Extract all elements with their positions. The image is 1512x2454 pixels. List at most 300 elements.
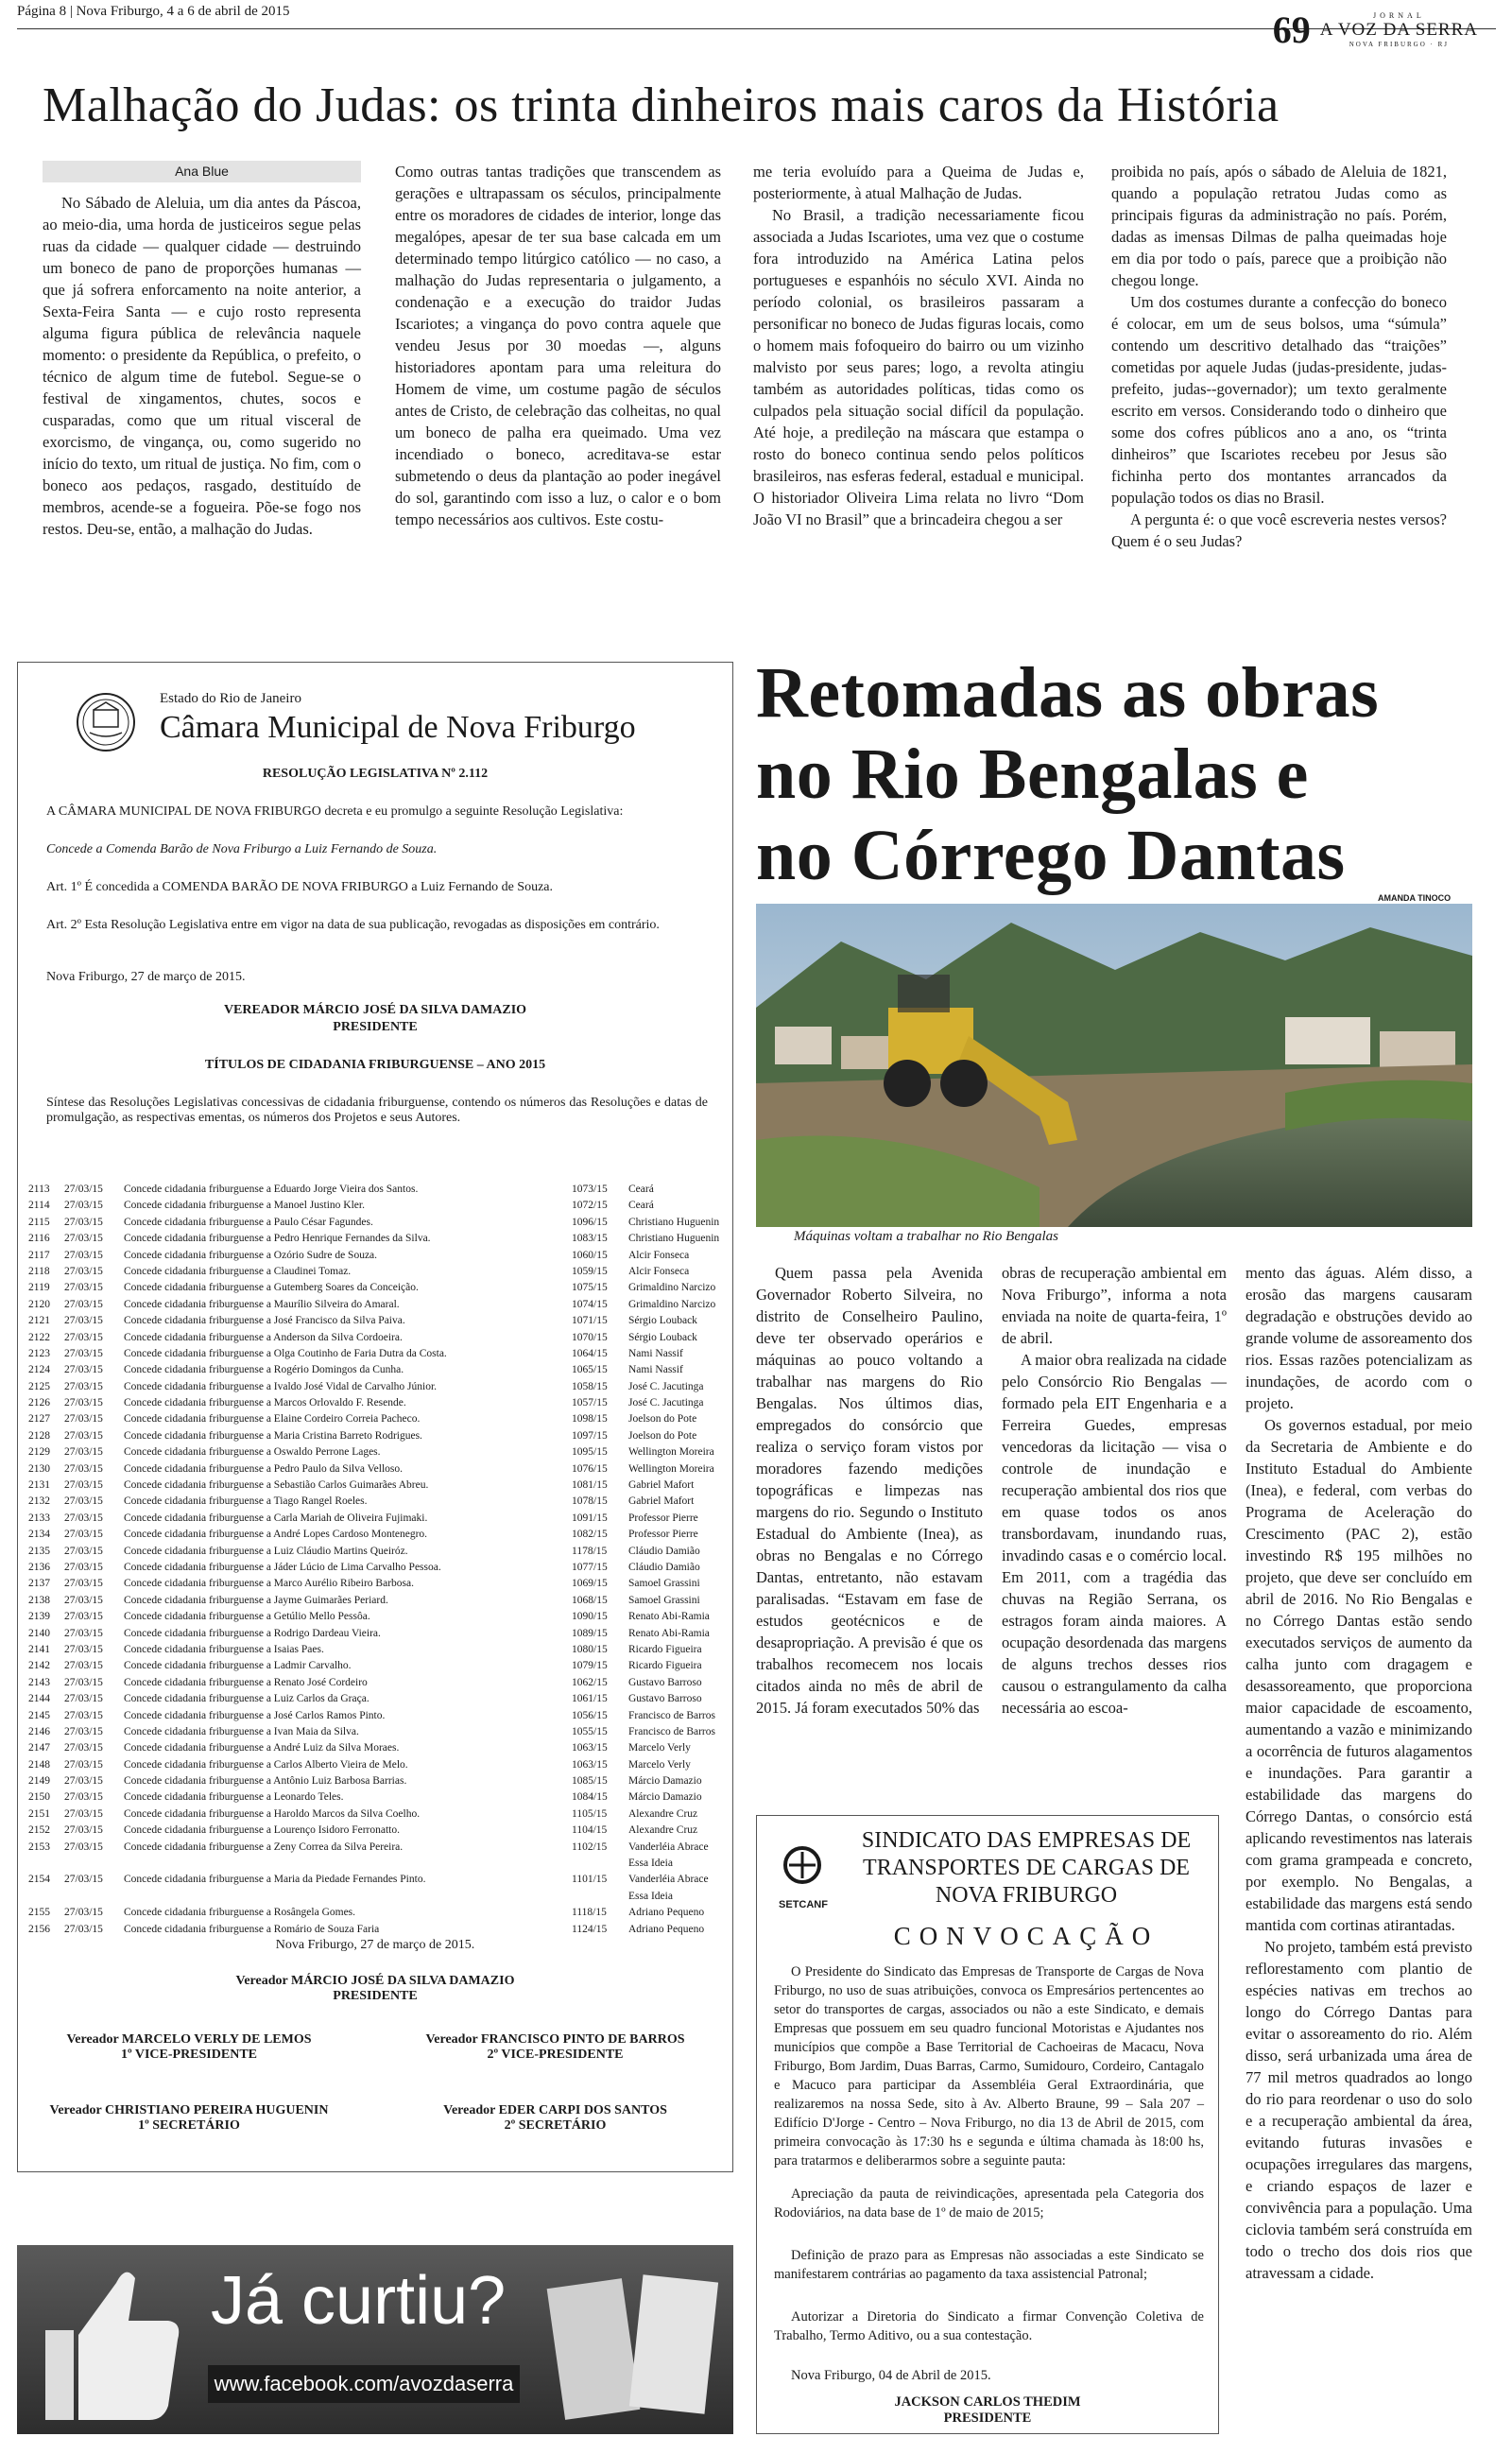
camara-concede: Concede a Comenda Barão de Nova Friburgo a Luiz Fernando de Souza. [46,842,438,856]
table-row [28,1233,720,1249]
sig-presidente: Vereador MÁRCIO JOSÉ DA SILVA DAMAZIO PRESIDENTE [235,1974,515,2003]
table-row [28,1709,715,1726]
row-projeto: 1079/15 [572,1660,608,1672]
row-number: 2156 [28,1923,50,1935]
row-number: 2120 [28,1298,50,1310]
row-projeto: 1085/15 [572,1775,608,1788]
row-projeto: 1091/15 [572,1512,608,1524]
row-number: 2146 [28,1725,50,1737]
page-info: Página 8 | Nova Friburgo, 4 a 6 de abril de 2015 [17,4,290,19]
row-number: 2113 [28,1184,50,1195]
row-ementa: Concede cidadania friburguense a Tiago Rangel Roeles. [124,1495,368,1508]
table-row [28,1808,699,1824]
row-ementa: Concede cidadania friburguense a Carlos Alberto Vieira de Melo. [124,1758,408,1771]
row-autor: Ceará [628,1200,654,1212]
row-number: 2151 [28,1807,50,1820]
row-date: 27/03/15 [64,1331,103,1343]
row-ementa: Concede cidadania friburguense a Oswaldo Perrone Lages. [124,1446,381,1459]
row-number: 2138 [28,1594,50,1606]
row-date: 27/03/15 [64,1611,103,1623]
row-autor: Nami Nassif [628,1364,683,1376]
row-date: 27/03/15 [64,1315,103,1327]
camara-decreta: A CÂMARA MUNICIPAL DE NOVA FRIBURGO decreta e eu promulgo a seguinte Resolução Legislativa: [46,804,624,819]
row-projeto: 1075/15 [572,1282,608,1294]
row-projeto: 1059/15 [572,1265,608,1277]
row-autor: Marcelo Verly [628,1742,691,1754]
table-row [28,1298,716,1315]
row-autor: Cláudio Damião [628,1545,700,1557]
row-number: 2127 [28,1413,50,1426]
table-row [28,1725,715,1742]
row-autor: Nami Nassif [628,1347,683,1359]
table-row [28,1791,702,1807]
row-projeto: 1055/15 [572,1725,608,1737]
sindicato-item3: Autorizar a Diretoria do Sindicato a firmar Convenção Coletiva de Trabalho, Termo Aditivo, ou a sua contestação. [774,2309,1204,2343]
row-date: 27/03/15 [64,1578,103,1590]
sig-vp1: Vereador MARCELO VERLY DE LEMOS 1º VICE-PRESIDENTE [66,2032,312,2062]
row-ementa: Concede cidadania friburguense a Luiz Carlos da Graça. [124,1693,369,1705]
table-row [28,1250,699,1266]
row-autor: Alexandre Cruz [628,1807,698,1820]
row-date: 27/03/15 [64,1380,103,1392]
row-projeto: 1063/15 [572,1758,608,1771]
table-row [28,1282,716,1298]
row-date: 27/03/15 [64,1446,103,1459]
table-row [28,1840,709,1858]
row-number: 2140 [28,1627,50,1639]
table-row [28,1332,699,1348]
row-number: 2143 [28,1676,50,1688]
row-autor: Alcir Fonseca [628,1265,690,1277]
row-ementa: Concede cidadania friburguense a André Lopes Cardoso Montenegro. [124,1529,428,1541]
row-projeto: 1118/15 [572,1907,607,1919]
row-number: 2141 [28,1643,50,1655]
row-date: 27/03/15 [64,1545,103,1557]
row-ementa: Concede cidadania friburguense a Leonardo Teles. [124,1791,344,1804]
article2-col3 [1246,1262,1472,2284]
row-date: 27/03/15 [64,1462,103,1475]
row-ementa: Concede cidadania friburguense a Maria da Piedade Fernandes Pinto. [124,1874,426,1886]
row-number: 2126 [28,1397,50,1409]
table-row [28,1364,699,1380]
row-number: 2131 [28,1479,50,1492]
row-number: 2152 [28,1824,50,1837]
table-row [28,1512,699,1529]
row-date: 27/03/15 [64,1594,103,1606]
row-ementa: Concede cidadania friburguense a Renato José Cordeiro [124,1676,368,1688]
row-number: 2121 [28,1315,50,1327]
row-autor: Professor Pierre [628,1529,698,1541]
row-projeto: 1070/15 [572,1331,608,1343]
row-ementa: Concede cidadania friburguense a Maria Cristina Barreto Rodrigues. [124,1429,422,1442]
row-number: 2129 [28,1446,50,1459]
row-autor: Adriano Pequeno [628,1923,705,1935]
row-ementa: Concede cidadania friburguense a Eduardo Jorge Vieira dos Santos. [124,1184,419,1195]
table-row [28,1562,699,1578]
row-number: 2155 [28,1907,50,1919]
row-projeto: 1095/15 [572,1446,608,1459]
sindicato-body: O Presidente do Sindicato das Empresas de Transporte de Cargas de Nova Friburgo, no uso de suas atribuições, convoca os Empresários pertencentes ao setor do transportes de cargas, associados ou não a este Sindicato, e demais Empresas que possuem em seu quadro funcional Motoristas e Ajudantes nos municípios que compõe a Base Territorial de Cachoeiras de Macacu, Nova Friburgo, Bom Jardim, Duas Barras, Carmo, Sumidouro, Cordeiro, Cantagalo e Macuco para participar da Assembléia Geral Extraordinária, que realizaremos na nossa Sede, sito à Av. Alberto Braune, 99 – Sala 207 – Edifício D'Jorge - Centro – Nova Friburgo, no dia 13 de Abril de 2015, com primeira convocação às 17:30 hs e segunda e última chamada às 18:00 hs, para tratarmos e deliberarmos sobre a seguinte pauta: [774,1964,1204,2169]
row-autor: Alcir Fonseca [628,1249,690,1261]
row-number: 2154 [28,1874,50,1886]
camara-resolucao: RESOLUÇÃO LEGISLATIVA Nº 2.112 [262,767,489,781]
row-number: 2132 [28,1495,50,1508]
row-autor: Joelson do Pote [628,1429,697,1442]
table-row [28,1759,699,1775]
row-ementa: Concede cidadania friburguense a Rogério Domingos da Cunha. [124,1364,404,1376]
row-number: 2123 [28,1347,50,1359]
table-row [28,1216,720,1233]
table-row [28,1693,702,1709]
camara-estado: Estado do Rio de Janeiro [160,691,301,706]
row-autor: Gustavo Barroso [628,1676,702,1688]
table-row [28,1315,699,1331]
paragraph: obras de recuperação ambiental em Nova Friburgo”, informa a nota enviada na noite de quarta-feira, 1º de abril. [1002,1264,1227,1347]
camara-date1: Nova Friburgo, 27 de março de 2015. [46,970,246,984]
row-date: 27/03/15 [64,1347,103,1359]
sindicato-notice [756,1815,1219,2434]
table-row [28,1413,699,1429]
row-number: 2149 [28,1775,50,1788]
row-date: 27/03/15 [64,1233,103,1245]
row-ementa: Concede cidadania friburguense a Ivan Maia da Silva. [124,1725,359,1737]
row-date: 27/03/15 [64,1627,103,1639]
row-date: 27/03/15 [64,1265,103,1277]
row-number: 2136 [28,1561,50,1573]
row-ementa: Concede cidadania friburguense a Olga Coutinho de Faria Dutra da Costa. [124,1347,447,1359]
row-date: 27/03/15 [64,1824,103,1837]
row-ementa: Concede cidadania friburguense a Jayme Guimarães Periard. [124,1594,388,1606]
row-projeto: 1061/15 [572,1693,608,1705]
facebook-url-link[interactable]: www.facebook.com/avozdaserra [208,2365,520,2403]
paragraph: No Brasil, a tradição necessariamente ficou associada a Judas Iscariotes, uma vez que o costume fora introduzido na América Latina pelos portugueses e espanhóis no século XVI. Ainda no período colonial, os brasileiros passaram a personificar no boneco de Judas figuras locais, como o homem mais fofoqueiro do bairro ou um vizinho malvisto por seus pares; logo, a revolta atingiu também as autoridades políticas, tidas como os culpados pela situação social difícil da população. Até hoje, a predileção na máscara que estampa o rosto do boneco continua sendo pelos políticos brasileiros, nas esferas federal, estadual e municipal. O historiador Oliveira Lima relata no livro “Dom João VI no Brasil” que a brincadeira chegou a ser [753,206,1084,528]
excavator-river-image [756,904,1472,1227]
row-ementa: Concede cidadania friburguense a Romário de Souza Faria [124,1923,380,1935]
table-row [28,1479,699,1495]
row-projeto: 1101/15 [572,1874,608,1886]
row-autor: Vanderléia Abrace [628,1874,709,1886]
row-autor: Márcio Damazio [628,1791,702,1804]
row-autor: Renato Abi-Ramia [628,1611,710,1623]
row-projeto: 1064/15 [572,1347,608,1359]
row-number: 2118 [28,1265,50,1277]
sig-vp2: Vereador FRANCISCO PINTO DE BARROS 2º VICE-PRESIDENTE [425,2032,685,2062]
row-projeto: 1178/15 [572,1545,608,1557]
paragraph: me teria evoluído para a Queima de Judas e, posteriormente, à atual Malhação de Judas. [753,163,1084,202]
newspaper-pages-icon [546,2264,726,2425]
row-ementa: Concede cidadania friburguense a Maurílio Silveira do Amaral. [124,1298,400,1310]
row-autor: Adriano Pequeno [628,1907,705,1919]
row-number: 2114 [28,1200,50,1212]
row-projeto: 1058/15 [572,1380,608,1392]
row-number: 2116 [28,1233,50,1245]
table-row [28,1742,699,1758]
table-row [28,1495,699,1512]
camara-titulos: TÍTULOS DE CIDADANIA FRIBURGUENSE – ANO 2015 [204,1058,546,1072]
row-ementa: Concede cidadania friburguense a Isaias Paes. [124,1643,324,1655]
row-autor: Essa Ideia [628,1858,673,1870]
row-ementa: Concede cidadania friburguense a Ladmir Carvalho. [124,1660,352,1672]
thumbs-up-icon [26,2255,187,2429]
row-projeto: 1074/15 [572,1298,608,1310]
row-date: 27/03/15 [64,1397,103,1409]
sindicato-item1: Apreciação da pauta de reivindicações, apresentada pela Categoria dos Rodoviários, na data base de 1º de maio de 2015; [774,2186,1204,2221]
table-row [28,1676,702,1693]
table-row [28,1874,709,1890]
table-row [28,1184,699,1200]
row-projeto: 1063/15 [572,1742,608,1754]
paragraph: proibida no país, após o sábado de Aleluia de 1821, quando a população retratou Judas como as principais figuras da administração no país. Porém, dadas as imensas Dilmas de palha queimadas hoje em dia por todo o país, parece que a proibição não chegou longe. [1111,163,1447,289]
table-row [28,1891,699,1907]
table-row [28,1858,699,1874]
row-autor: Wellington Moreira [628,1462,714,1475]
row-projeto: 1081/15 [572,1479,608,1492]
camara-vereador1: VEREADOR MÁRCIO JOSÉ DA SILVA DAMAZIO [223,1003,527,1017]
row-date: 27/03/15 [64,1676,103,1688]
facebook-slogan: Já curtiu? [211,2263,507,2339]
row-projeto: 1065/15 [572,1364,608,1376]
row-autor: Alexandre Cruz [628,1824,698,1837]
photo-caption: Máquinas voltam a trabalhar no Rio Bengalas [794,1229,1058,1244]
row-projeto: 1084/15 [572,1791,608,1804]
sindicato-date: Nova Friburgo, 04 de Abril de 2015. [791,2368,991,2383]
table-row [28,1348,699,1364]
row-ementa: Concede cidadania friburguense a Gutemberg Soares da Conceição. [124,1282,419,1294]
table-row [28,1397,704,1413]
row-autor: Sérgio Louback [628,1331,697,1343]
paragraph: No Sábado de Aleluia, um dia antes da Páscoa, ao meio-dia, uma horda de justiceiros segue pelas ruas da cidade — qualquer cidade — destruindo um boneco de pano de proporções humanas — que já sofrera enforcamento na noite anterior, a Sexta-Feira Santa — e cujo rosto representa alguma figura pública de relevância naquele momento: o presidente da República, o prefeito, o técnico de algum time de futebol. Segue-se o festival de xingamentos, chutes, socos e cusparadas, como que um ritual visceral de exorcismo, de vingança, ou, como sugerido no início do texto, um ritual de justiça. No fim, com o boneco aos pedaços, rasgado, destituído de membros, acende-se a fogueira. Põe-se fogo nos restos. Deu-se, então, a malhação do Judas. [43,194,361,538]
table-row [28,1529,699,1545]
table-row [28,1200,699,1216]
row-autor: Samoel Grassini [628,1578,700,1590]
row-date: 27/03/15 [64,1561,103,1573]
excavator-photo [756,904,1472,1227]
camara-date2: Nova Friburgo, 27 de março de 2015. [275,1938,475,1952]
row-date: 27/03/15 [64,1725,103,1737]
row-projeto: 1098/15 [572,1413,608,1426]
row-ementa: Concede cidadania friburguense a Rosângela Gomes. [124,1907,356,1919]
row-number: 2115 [28,1216,50,1228]
row-autor: Wellington Moreira [628,1446,714,1459]
paragraph: A pergunta é: o que você escreveria nestes versos? Quem é o seu Judas? [1111,510,1447,550]
row-autor: Cláudio Damião [628,1561,700,1573]
row-ementa: Concede cidadania friburguense a Rodrigo Dardeau Vieira. [124,1627,381,1639]
row-ementa: Concede cidadania friburguense a Pedro Henrique Fernandes da Silva. [124,1233,431,1245]
table-row [28,1660,702,1676]
row-date: 27/03/15 [64,1709,103,1721]
article1-col1 [43,161,361,540]
row-date: 27/03/15 [64,1693,103,1705]
row-date: 27/03/15 [64,1660,103,1672]
table-row [28,1643,702,1660]
paragraph: A maior obra realizada na cidade pelo Consórcio Rio Bengalas — formado pela EIT Engenharia e a Ferreira Guedes, empresas vencedoras da licitação — visa o controle de inundação e recuperação ambiental dos rios que em quase todos os anos transbordavam, inundando ruas, invadindo casas e o comércio local. Em 2011, com a tragédia das chuvas na Região Serrana, os estragos foram ainda maiores. A ocupação desordenada das margens de alguns trechos desses rios causou o estrangulamento da calha necessária ao escoa- [1002,1351,1227,1717]
row-ementa: Concede cidadania friburguense a Manoel Justino Kler. [124,1200,365,1212]
row-projeto: 1082/15 [572,1529,608,1541]
row-number: 2142 [28,1660,50,1672]
row-ementa: Concede cidadania friburguense a Marco Aurélio Ribeiro Barbosa. [124,1578,414,1590]
row-ementa: Concede cidadania friburguense a Antônio Luiz Barbosa Barrias. [124,1775,407,1788]
row-date: 27/03/15 [64,1807,103,1820]
row-autor: Márcio Damazio [628,1775,702,1788]
row-number: 2124 [28,1364,50,1376]
row-projeto: 1089/15 [572,1627,608,1639]
row-projeto: 1060/15 [572,1249,608,1261]
row-ementa: Concede cidadania friburguense a José Carlos Ramos Pinto. [124,1709,386,1721]
row-date: 27/03/15 [64,1413,103,1426]
row-number: 2135 [28,1545,50,1557]
row-ementa: Concede cidadania friburguense a José Francisco da Silva Paiva. [124,1315,405,1327]
article2-headline: Retomadas as obras no Rio Bengalas e no Córrego Dantas [756,653,1380,895]
article1-author: Ana Blue [43,161,361,182]
row-date: 27/03/15 [64,1923,103,1935]
row-autor: Ricardo Figueira [628,1660,702,1672]
row-autor: Professor Pierre [628,1512,698,1524]
row-ementa: Concede cidadania friburguense a Lourenço Isidoro Ferronatto. [124,1824,400,1837]
row-date: 27/03/15 [64,1282,103,1294]
table-row [28,1907,705,1923]
row-date: 27/03/15 [64,1791,103,1804]
row-ementa: Concede cidadania friburguense a Ivaldo José Vidal de Carvalho Júnior. [124,1380,438,1392]
row-ementa: Concede cidadania friburguense a Claudinei Tomaz. [124,1265,352,1277]
row-date: 27/03/15 [64,1840,103,1853]
table-row [28,1611,710,1627]
article1-col2 [395,161,721,530]
row-number: 2148 [28,1758,50,1771]
masthead-small: JORNAL [1373,11,1425,20]
row-number: 2117 [28,1249,50,1261]
row-projeto: 1056/15 [572,1709,608,1721]
row-number: 2139 [28,1611,50,1623]
row-projeto: 1124/15 [572,1923,608,1935]
row-autor: Francisco de Barros [628,1709,715,1721]
row-projeto: 1069/15 [572,1578,608,1590]
sig-secretario2: Vereador EDER CARPI DOS SANTOS 2º SECRETÁRIO [443,2103,667,2133]
row-ementa: Concede cidadania friburguense a Marcos Orlovaldo F. Resende. [124,1397,406,1409]
row-projeto: 1102/15 [572,1840,608,1853]
row-date: 27/03/15 [64,1742,103,1754]
photo-credit: AMANDA TINOCO [1378,893,1452,903]
row-projeto: 1062/15 [572,1676,608,1688]
article2-col2 [1002,1262,1227,1719]
table-row [28,1266,699,1282]
row-projeto: 1071/15 [572,1315,608,1327]
row-ementa: Concede cidadania friburguense a Jáder Lúcio de Lima Carvalho Pessoa. [124,1561,441,1573]
masthead-name: A VOZ DA SERRA [1319,20,1478,40]
row-date: 27/03/15 [64,1775,103,1788]
row-number: 2130 [28,1462,50,1475]
masthead [1273,8,1478,52]
article1-headline: Malhação do Judas: os trinta dinheiros mais caros da História [43,78,1280,132]
article2-col1 [756,1262,983,1719]
paragraph: mento das águas. Além disso, a erosão das margens causaram degradação e obstruções devido ao grande volume de assoreamento dos rios. Essas razões potencializam as inundações, de acordo com o projeto. [1246,1264,1472,1412]
camara-art2: Art. 2º Esta Resolução Legislativa entre em vigor na data de sua publicação, revogadas as disposições em contrário. [46,918,660,932]
row-projeto: 1077/15 [572,1561,608,1573]
row-autor: Ceará [628,1184,654,1195]
row-number: 2147 [28,1742,50,1754]
row-projeto: 1105/15 [572,1807,608,1820]
row-number: 2153 [28,1840,50,1853]
row-autor: Francisco de Barros [628,1725,715,1737]
row-projeto: 1068/15 [572,1594,608,1606]
row-projeto: 1104/15 [572,1824,608,1837]
table-row [28,1824,699,1840]
row-autor: José C. Jacutinga [628,1380,704,1392]
row-date: 27/03/15 [64,1200,103,1212]
row-autor: José C. Jacutinga [628,1397,704,1409]
row-autor: Sérgio Louback [628,1315,697,1327]
row-autor: Christiano Huguenin [628,1233,720,1245]
row-projeto: 1090/15 [572,1611,608,1623]
row-projeto: 1057/15 [572,1397,608,1409]
row-number: 2150 [28,1791,50,1804]
row-autor: Grimaldino Narcizo [628,1298,716,1310]
table-row [28,1430,699,1446]
paragraph: Como outras tantas tradições que transcendem as gerações e ultrapassam os séculos, principalmente entre os moradores de cidades de interior, longe das megalópes, apesar de ter sua base calcada em um determinado tempo litúrgico católico — no caso, a malhação do Judas representaria o julgamento, a condenação e a execução do traidor Judas Iscariotes; a vingança do povo contra aquele que vendeu Jesus por 30 moedas —, alguns historiadores apontam para uma releitura do Homem de vime, um costume pagão de séculos antes de Cristo, de celebração das colheitas, no qual um boneco de palha era queimado. Uma vez incendiado o boneco, acreditava-se estar submetendo o deus da plantação ao poder inegável do sol, garantindo com isso a luz, o calor e o bom tempo necessários aos cultivos. Este costu- [395,163,721,528]
row-autor: Renato Abi-Ramia [628,1627,710,1639]
row-date: 27/03/15 [64,1512,103,1524]
camara-presidente1: PRESIDENTE [333,1020,418,1034]
row-projeto: 1080/15 [572,1643,608,1655]
row-ementa: Concede cidadania friburguense a Anderson da Silva Cordoeira. [124,1331,403,1343]
row-number: 2119 [28,1282,50,1294]
paragraph: Quem passa pela Avenida Governador Roberto Silveira, no distrito de Conselheiro Paulino, deve ter observado operários e máquinas ao pouco voltando a trabalhar nas margens do Rio Bengalas. Nos últimos dias, empregados do consórcio que realiza o serviço foram vistos por moradores fazendo medições topográficas e limpezas nas margens do rio. Segundo o Instituto Estadual do Ambiente (Inea), as obras no Bengalas e no Córrego Dantas, entretanto, não estavam paralisadas. “Estavam em fase de estudos geotécnicos e de desapropriação. A previsão é que os trabalhos recomecem nos locais citados ainda no mês de abril de 2015. Já foram executados 50% das [756,1264,983,1717]
cidadania-table [28,1184,720,1940]
row-projeto: 1076/15 [572,1462,608,1475]
paragraph: Os governos estadual, por meio da Secretaria de Ambiente e do Instituto Estadual do Ambiente (Inea), e federal, com verbas do Programa de Aceleração do Crescimento (PAC 2), estão investindo R$ 195 milhões no projeto, que deve ser concluído em abril de 2016. No Rio Bengalas e no Córrego Dantas estão sendo executados serviços de aumento da calha junto com dragagem e desassoreamento, que proporciona maior capacidade de escoamento, aumentando a vazão e minimizando a ocorrência de futuros alagamentos e inundações. Para garantir a estabilidade das margens do Córrego Dantas, o consórcio está aplicando revestimentos nas laterais com grama grampeada e concreto, por exemplo. No Bengalas, a estabilidade das margens está sendo mantida com cortinas atirantadas. [1246,1416,1472,1934]
row-date: 27/03/15 [64,1529,103,1541]
row-ementa: Concede cidadania friburguense a Luiz Cláudio Martins Queiróz. [124,1545,408,1557]
row-date: 27/03/15 [64,1184,103,1195]
row-projeto: 1078/15 [572,1495,608,1508]
row-number: 2128 [28,1429,50,1442]
row-date: 27/03/15 [64,1874,103,1886]
row-number: 2133 [28,1512,50,1524]
row-number: 2125 [28,1380,50,1392]
row-date: 27/03/15 [64,1298,103,1310]
row-projeto: 1073/15 [572,1184,608,1195]
row-autor: Gabriel Mafort [628,1479,695,1492]
facebook-ad[interactable] [17,2245,733,2434]
paragraph: No projeto, também está previsto reflorestamento com plantio de espécies nativas em trechos ao longo do Córrego Dantas para evitar o assoreamento do rio. Além disso, será urbanizada uma área de 77 mil metros quadrados ao longo do rio para reordenar o uso do solo e a recuperação ambiental da área, evitando futuras invasões e ocupações irregulares das margens, e criando espaços de lazer e convivência para a população. Uma ciclovia também será construída em todo o trecho dos dois rios que atravessam a cidade. [1246,1938,1472,2282]
row-ementa: Concede cidadania friburguense a André Luiz da Silva Moraes. [124,1742,400,1754]
row-autor: Gabriel Mafort [628,1495,695,1508]
row-date: 27/03/15 [64,1249,103,1261]
row-number: 2144 [28,1693,50,1705]
row-ementa: Concede cidadania friburguense a Paulo César Fagundes. [124,1216,373,1228]
row-projeto: 1096/15 [572,1216,608,1228]
article1-col4 [1111,161,1447,552]
row-autor: Christiano Huguenin [628,1216,720,1228]
row-ementa: Concede cidadania friburguense a Ozório Sudre de Souza. [124,1249,378,1261]
table-row [28,1462,714,1479]
table-row [28,1446,714,1462]
row-projeto: 1072/15 [572,1200,608,1212]
row-autor: Vanderléia Abrace [628,1840,709,1853]
sindicato-title: SINDICATO DAS EMPRESAS DE TRANSPORTES DE CARGAS DE NOVA FRIBURGO [861,1828,1192,1908]
row-date: 27/03/15 [64,1495,103,1508]
row-ementa: Concede cidadania friburguense a Elaine Cordeiro Correia Pacheco. [124,1413,421,1426]
row-number: 2137 [28,1578,50,1590]
table-row [28,1380,704,1397]
row-number: 2134 [28,1529,50,1541]
table-row [28,1546,699,1562]
sig-secretario1: Vereador CHRISTIANO PEREIRA HUGUENIN 1º SECRETÁRIO [49,2103,329,2133]
municipal-seal-icon [75,691,137,753]
row-date: 27/03/15 [64,1758,103,1771]
sindicato-signer: JACKSON CARLOS THEDIM PRESIDENTE [894,2394,1081,2426]
article1-col3 [753,161,1084,530]
row-autor: Samoel Grassini [628,1594,700,1606]
